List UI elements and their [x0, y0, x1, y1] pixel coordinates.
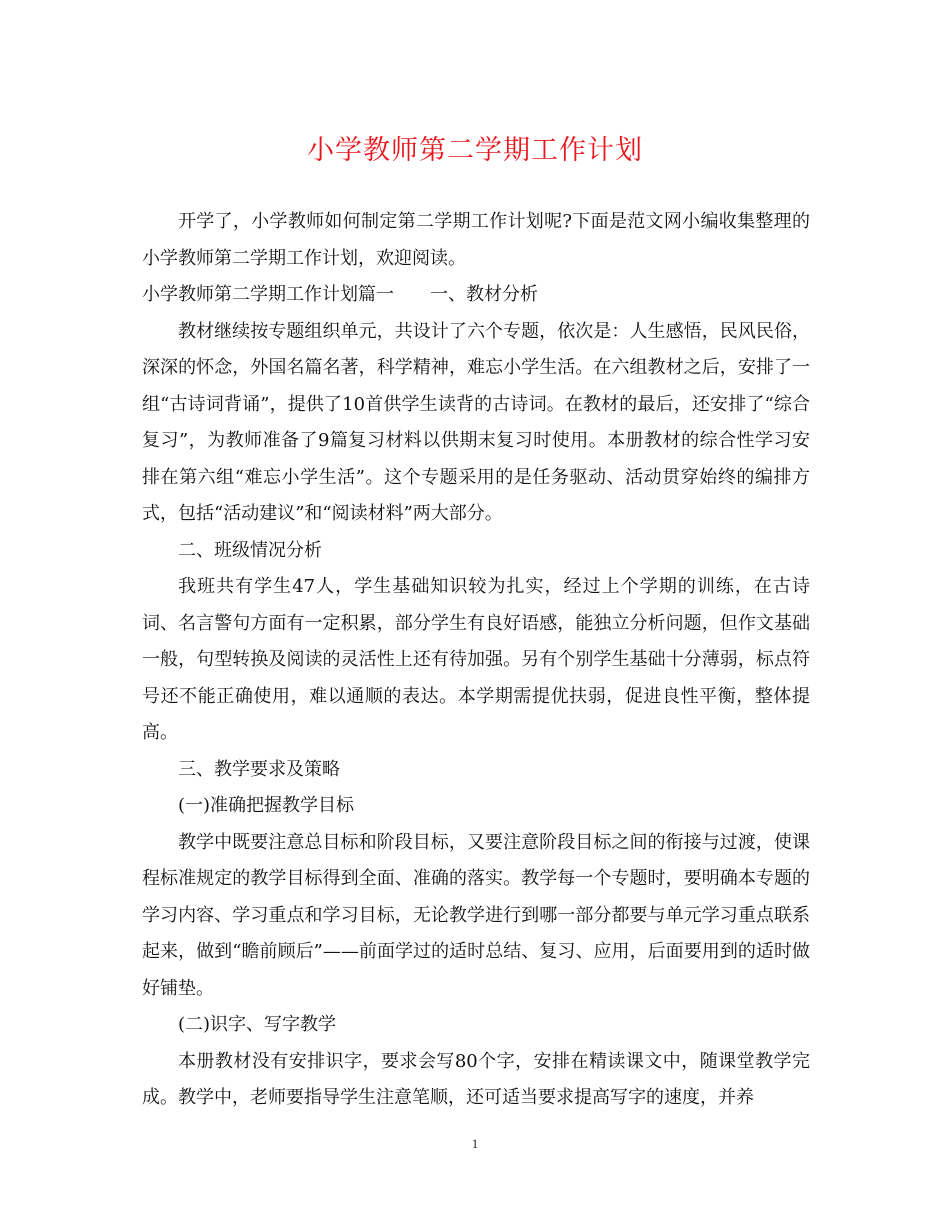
page-number: 1 — [471, 1136, 479, 1151]
subheading-teaching-goals: (一)准确把握教学目标 — [178, 795, 355, 816]
section-heading-part-one: 小学教师第二学期工作计划篇一 一、教材分析 — [142, 284, 538, 305]
textbook-analysis-paragraph: 教材继续按专题组织单元，共设计了六个专题，依次是：人生感悟，民风民俗，深深的怀念，外国名篇名著，科学精神，难忘小学生活。在六组教材之后，安排了一组“古诗词背诵”，提供了10首供学生读背的古诗词。在教材的最后，还安排了“综合复习”，为教师准备了9篇复习材料以供期末复习时使用。本册教材的综合性学习安排在第六组“难忘小学生活”。这个专题采用的是任务驱动、活动贯穿始终的编排方式，包括“活动建议”和“阅读材料”两大部分。 — [142, 320, 810, 524]
section-heading-teaching-requirements: 三、教学要求及策略 — [178, 758, 340, 780]
class-analysis-paragraph: 我班共有学生47人，学生基础知识较为扎实，经过上个学期的训练，在古诗词、名言警句方面有一定积累，部分学生有良好语感，能独立分析问题，但作文基础一般，句型转换及阅读的灵活性上还有待加强。另有个别学生基础十分薄弱，标点符号还不能正确使用，难以通顺的表达。本学期需提优扶弱，促进良性平衡，整体提高。 — [142, 576, 810, 743]
intro-paragraph: 开学了，小学教师如何制定第二学期工作计划呢?下面是范文网小编收集整理的小学教师第二学期工作计划，欢迎阅读。 — [142, 211, 810, 269]
subheading-writing-teaching: (二)识字、写字教学 — [178, 1014, 337, 1035]
document-body — [142, 204, 810, 1117]
document-title: 小学教师第二学期工作计划 — [307, 135, 643, 166]
writing-teaching-paragraph: 本册教材没有安排识字，要求会写80个字，安排在精读课文中，随课堂教学完成。教学中，老师要指导学生注意笔顺，还可适当要求提高写字的速度，并养 — [142, 1050, 810, 1108]
section-heading-class-analysis: 二、班级情况分析 — [178, 539, 322, 561]
teaching-goals-paragraph: 教学中既要注意总目标和阶段目标，又要注意阶段目标之间的衔接与过渡，使课程标准规定的教学目标得到全面、准确的落实。教学每一个专题时，要明确本专题的学习内容、学习重点和学习目标，无论教学进行到哪一部分都要与单元学习重点联系起来，做到“瞻前顾后”——前面学过的适时总结、复习、应用，后面要用到的适时做好铺垫。 — [142, 831, 810, 999]
